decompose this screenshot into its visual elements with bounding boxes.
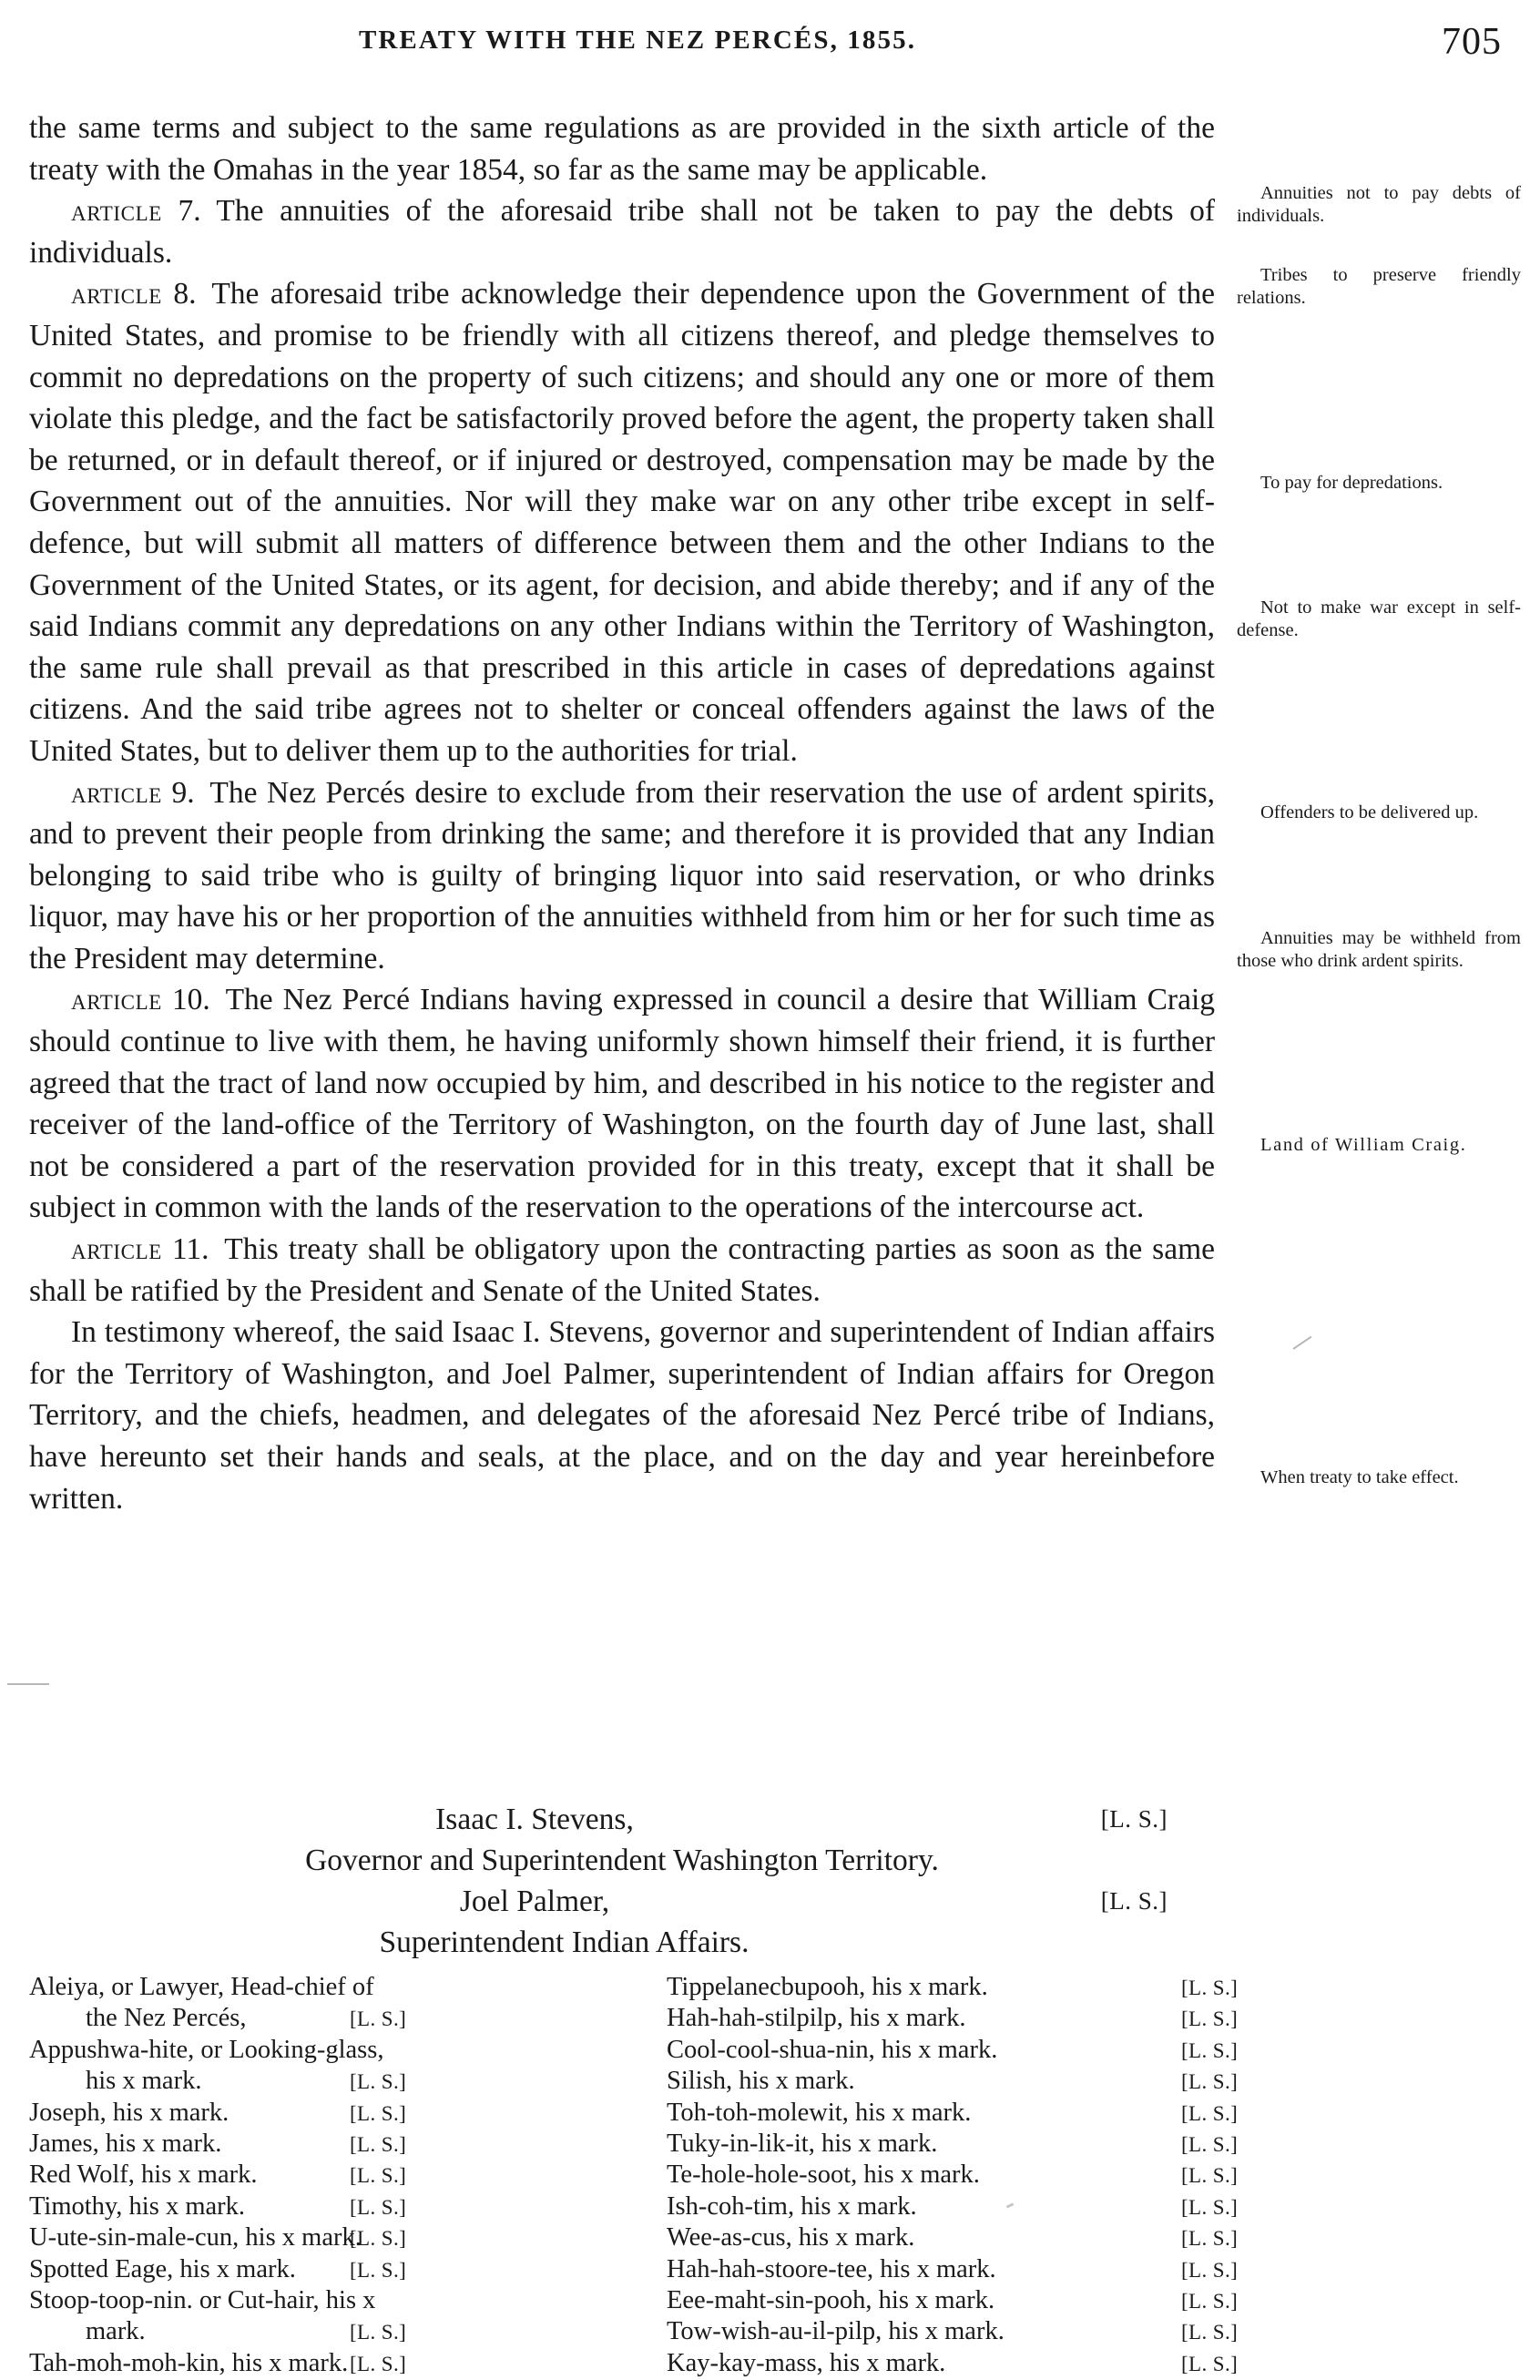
signer-name: Hah-hah-stilpilp, his x mark. bbox=[667, 2004, 966, 2033]
signer-name: Tah-moh-moh-kin, his x mark. bbox=[29, 2348, 349, 2377]
paragraph-article-9 bbox=[29, 772, 1215, 980]
seal-marker: [L. S.] bbox=[1100, 1887, 1168, 1915]
page-number: 705 bbox=[1442, 21, 1502, 63]
signer-row bbox=[29, 2254, 630, 2285]
seal-marker: [L. S.] bbox=[1181, 2290, 1239, 2314]
signer-row bbox=[29, 2003, 630, 2034]
note-depredations: To pay for depredations. bbox=[1260, 473, 1443, 493]
signer-name: his x mark. bbox=[86, 2067, 202, 2096]
article-label: article bbox=[71, 775, 162, 810]
official-signature-line bbox=[29, 1799, 1215, 1840]
seal-marker: [L. S.] bbox=[350, 2195, 407, 2219]
signer-name: Timothy, his x mark. bbox=[29, 2191, 246, 2221]
paragraph-text: This treaty shall be obligatory upon the contracting parties as soon as the same shall be ratified by the President and Senate of the United States. bbox=[29, 1232, 1215, 1308]
seal-marker: [L. S.] bbox=[1181, 2164, 1239, 2188]
signer-row bbox=[667, 2003, 1268, 2034]
signer-name: Stoop-toop-nin. or Cut-hair, his x bbox=[29, 2286, 376, 2315]
seal-marker: [L. S.] bbox=[1181, 2227, 1239, 2251]
seal-marker: [L. S.] bbox=[1181, 2101, 1239, 2125]
seal-marker: [L. S.] bbox=[350, 2007, 407, 2031]
signer-row bbox=[29, 1972, 630, 2003]
signer-name: Tow-wish-au-il-pilp, his x mark. bbox=[667, 2317, 1005, 2346]
signer-name: Tippelanecbupooh, his x mark. bbox=[667, 1973, 988, 2001]
signer-name: Appushwa-hite, or Looking-glass, bbox=[29, 2035, 384, 2064]
signer-name: Tuky-in-lik-it, his x mark. bbox=[667, 2130, 938, 2159]
seal-marker: [L. S.] bbox=[350, 2352, 407, 2375]
seal-marker: [L. S.] bbox=[350, 2258, 407, 2282]
seal-marker: [L. S.] bbox=[1181, 2133, 1239, 2157]
article-label: article bbox=[71, 1232, 162, 1267]
signer-name: Spotted Eage, his x mark. bbox=[29, 2254, 296, 2283]
seal-marker: [L. S.] bbox=[350, 2070, 407, 2094]
paragraph-text: The Nez Percés desire to exclude from their reservation the use of ardent spirits, and to prevent their people from drinking the same; and therefore it is provided that any Indian belonging to said tribe who is guilty of bringing liquor into said reservation, or who drinks liquor, may have his or her proportion of the annuities withheld from him or her for such time as the President may determine. bbox=[29, 775, 1216, 975]
seal-marker: [L. S.] bbox=[350, 2321, 407, 2344]
signer-row bbox=[667, 2035, 1268, 2066]
signer-name: U-ute-sin-male-cun, his x mark. bbox=[29, 2223, 362, 2252]
note-annuities-debts: Annuities not to pay debts of individuals. bbox=[1237, 183, 1521, 226]
signer-name: Red Wolf, his x mark. bbox=[29, 2160, 258, 2190]
seal-marker: [L. S.] bbox=[350, 2164, 407, 2188]
signer-name: Hah-hah-stoore-tee, his x mark. bbox=[667, 2254, 996, 2283]
paragraph-article-10 bbox=[29, 979, 1215, 1229]
seal-marker: [L. S.] bbox=[350, 2133, 407, 2157]
signer-name: Ish-coh-tim, his x mark. bbox=[667, 2191, 917, 2221]
seal-marker: [L. S.] bbox=[1181, 1977, 1239, 1999]
signer-row bbox=[667, 2285, 1268, 2316]
seal-marker: [L. S.] bbox=[1181, 2038, 1239, 2062]
signer-row bbox=[667, 2254, 1268, 2285]
seal-marker: [L. S.] bbox=[350, 2101, 407, 2125]
article-number: 8. bbox=[161, 277, 212, 312]
signer-row bbox=[667, 2222, 1268, 2253]
signer-name: Kay-kay-mass, his x mark. bbox=[667, 2348, 946, 2377]
official-signature-block bbox=[29, 1799, 1215, 1963]
signer-name: Silish, his x mark. bbox=[667, 2067, 855, 2096]
paragraph-text: The annuities of the aforesaid tribe shall not be taken to pay the debts of individuals. bbox=[29, 194, 1216, 270]
paragraph-text: The Nez Percé Indians having expressed in council a desire that William Craig should continue to live with them, he having uniformly shown himself their friend, it is further agreed that the tract of land now occupied by him, and described in his notice to the register and receiver of the land-office of the Territory of Washington, on the fourth day of June last, shall not be considered a part of the reservation provided for in this treaty, except that it shall be subject in common with the lands of the reservation to the operations of the intercourse act. bbox=[29, 983, 1215, 1225]
body-text-column bbox=[29, 107, 1215, 1519]
signer-name: Toh-toh-molewit, his x mark. bbox=[667, 2098, 972, 2127]
official-name: Joel Palmer, bbox=[459, 1885, 610, 1918]
note-ardent-spirits: Annuities may be withheld from those who drink ardent spirits. bbox=[1237, 928, 1521, 971]
signers-column-right bbox=[667, 1972, 1268, 2379]
seal-marker: [L. S.] bbox=[350, 2227, 407, 2251]
seal-marker: [L. S.] bbox=[1181, 2007, 1239, 2031]
signer-name: Aleiya, or Lawyer, Head-chief of bbox=[29, 1973, 374, 2001]
running-head bbox=[0, 21, 1540, 71]
signer-row bbox=[667, 1972, 1268, 2003]
seal-marker: [L. S.] bbox=[1181, 2258, 1239, 2282]
seal-marker: [L. S.] bbox=[1181, 2195, 1239, 2219]
note-war: Not to make war except in self-defense. bbox=[1237, 598, 1521, 640]
signer-row bbox=[667, 2191, 1268, 2222]
paragraph-article-11 bbox=[29, 1229, 1215, 1312]
official-title: Governor and Superintendent Washington Territory. bbox=[305, 1844, 939, 1877]
seal-marker: [L. S.] bbox=[1181, 2321, 1239, 2344]
article-label: article bbox=[71, 983, 162, 1017]
signer-row bbox=[29, 2191, 630, 2222]
seal-marker: [L. S.] bbox=[1181, 2070, 1239, 2094]
signer-name: Joseph, his x mark. bbox=[29, 2098, 229, 2127]
signer-name: Te-hole-hole-soot, his x mark. bbox=[667, 2160, 980, 2190]
signer-name: mark. bbox=[86, 2317, 146, 2346]
paragraph-text: the same terms and subject to the same regulations as are provided in the sixth article of the treaty with the Omahas in the year 1854, so far as the same may be applicable. bbox=[29, 111, 1215, 187]
scan-artifact-tick bbox=[1292, 1336, 1311, 1350]
article-label: article bbox=[71, 194, 162, 229]
paragraph-text: The aforesaid tribe acknowledge their dependence upon the Government of the United States, and promise to be friendly with all citizens thereof, and pledge themselves to commit no depredations on the property of such citizens; and should any one or more of them violate this pledge, and the fact be satisfactorily proved before the agent, the property taken shall be returned, or in default thereof, or if injured or destroyed, compensation may be made by the Government out of the annuities. Nor will they make war on any other tribe except in self-defence, but will submit all matters of difference between them and the other Indians to the Government of the United States, or its agent, for decision, and abide thereby; and if any of the said Indians commit any depredations on any other Indians within the Territory of Washington, the same rule shall prevail as that prescribed in this article in cases of depredations against citizens. And the said tribe agrees not to shelter or conceal offenders against the laws of the United States, but to deliver them up to the authorities for trial. bbox=[29, 277, 1216, 768]
scan-artifact-dash bbox=[7, 1683, 49, 1685]
signer-row bbox=[667, 2316, 1268, 2347]
signers-column-left bbox=[29, 1972, 630, 2379]
seal-marker: [L. S.] bbox=[1181, 2352, 1239, 2375]
article-number: 9. bbox=[161, 775, 210, 810]
signer-row bbox=[667, 2129, 1268, 2160]
seal-marker: [L. S.] bbox=[1100, 1805, 1168, 1833]
article-number: 10. bbox=[161, 983, 226, 1017]
signer-name: Eee-maht-sin-pooh, his x mark. bbox=[667, 2286, 995, 2315]
article-number: 7. bbox=[161, 194, 217, 229]
signer-row bbox=[29, 2160, 630, 2191]
signer-row bbox=[29, 2098, 630, 2129]
article-number: 11. bbox=[161, 1232, 225, 1267]
note-offenders: Offenders to be delivered up. bbox=[1260, 802, 1479, 822]
signer-row bbox=[29, 2348, 630, 2379]
paragraph-article-7 bbox=[29, 190, 1215, 273]
note-treaty-effect: When treaty to take effect. bbox=[1260, 1467, 1459, 1487]
page-title: TREATY WITH THE NEZ PERCÉS, 1855. bbox=[358, 26, 917, 55]
official-name: Isaac I. Stevens, bbox=[435, 1803, 634, 1836]
signer-row bbox=[667, 2348, 1268, 2379]
paragraph-article-8 bbox=[29, 273, 1215, 771]
official-signature-line bbox=[29, 1881, 1215, 1922]
signer-name: James, his x mark. bbox=[29, 2130, 222, 2159]
note-friendly: Tribes to preserve friendly relations. bbox=[1237, 265, 1521, 308]
paragraph-text: In testimony whereof, the said Isaac I. Stevens, governor and superintendent of Indian affairs for the Territory of Washington, and Joel Palmer, superintendent of Indian affairs for Oregon Territory, and the chiefs, headmen, and delegates of the aforesaid Nez Percé tribe of Indians, have hereunto set their hands and seals, at the place, and on the day and year hereinbefore written. bbox=[29, 1315, 1215, 1516]
signer-name: Cool-cool-shua-nin, his x mark. bbox=[667, 2035, 998, 2064]
signer-row bbox=[29, 2129, 630, 2160]
signer-row bbox=[29, 2316, 630, 2347]
signer-name: Wee-as-cus, his x mark. bbox=[667, 2223, 915, 2252]
paragraph-testimony bbox=[29, 1312, 1215, 1519]
signer-row bbox=[667, 2066, 1268, 2097]
signer-row bbox=[29, 2285, 630, 2316]
signer-row bbox=[667, 2098, 1268, 2129]
signer-row bbox=[29, 2035, 630, 2066]
signer-row bbox=[667, 2160, 1268, 2191]
official-title: Superintendent Indian Affairs. bbox=[379, 1925, 750, 1959]
signer-name: the Nez Percés, bbox=[86, 2004, 247, 2033]
signer-row bbox=[29, 2222, 630, 2253]
article-label: article bbox=[71, 277, 162, 312]
signer-row bbox=[29, 2066, 630, 2097]
note-craig-land: Land of William Craig. bbox=[1260, 1135, 1467, 1155]
paragraph-continuation bbox=[29, 107, 1215, 190]
